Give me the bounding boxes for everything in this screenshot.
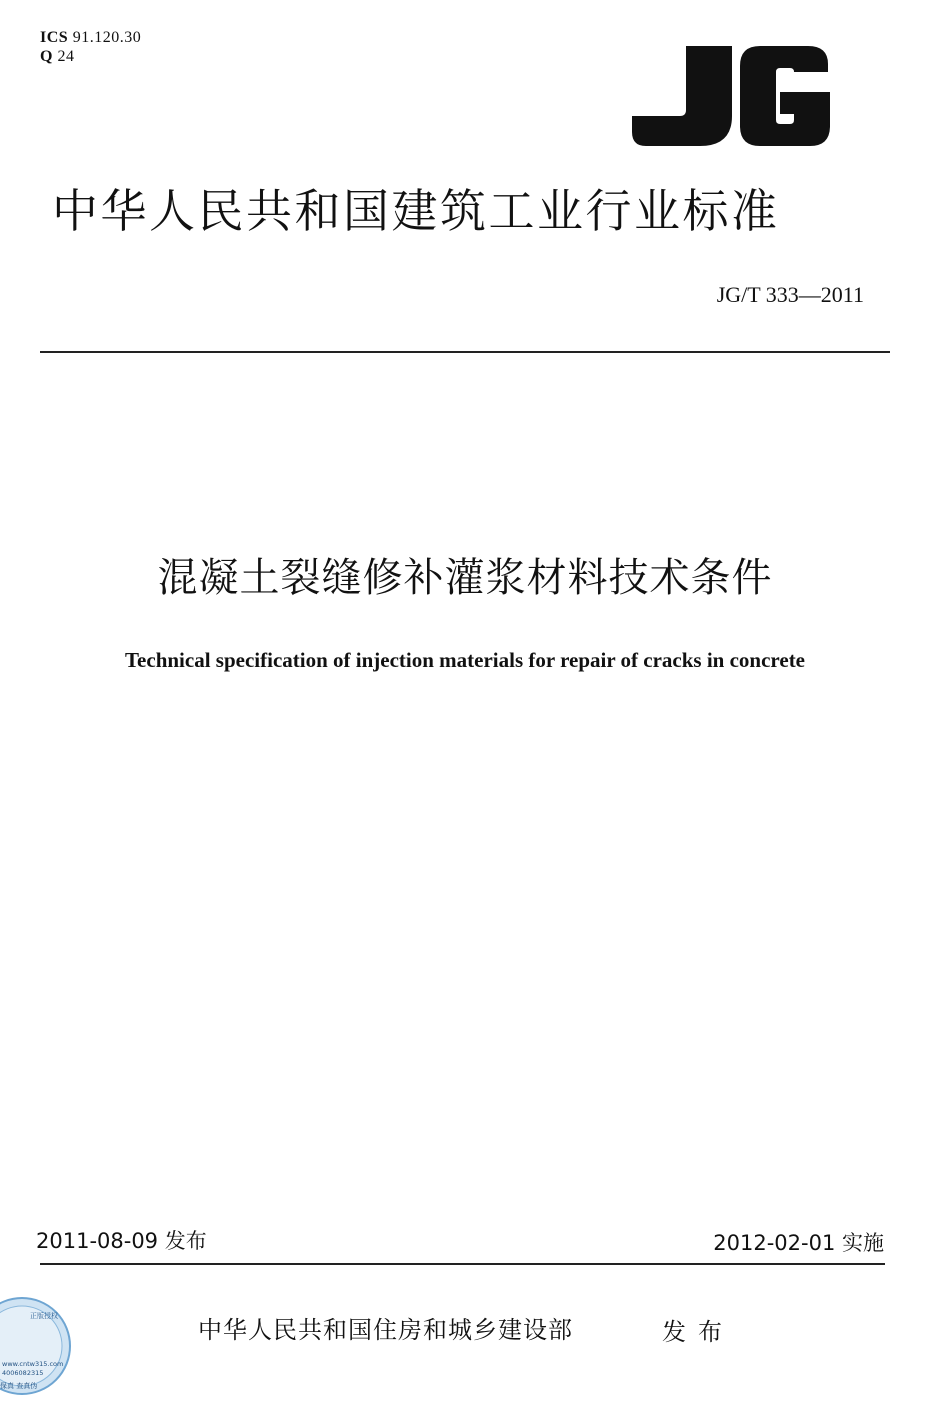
issue-date: 2011-08-09 发布 bbox=[36, 1229, 207, 1253]
stamp-line-2: www.cntw315.com bbox=[2, 1360, 64, 1368]
classification-codes bbox=[40, 28, 141, 66]
standard-category-title: 中华人民共和国建筑工业行业标准 bbox=[52, 184, 780, 238]
standard-title-cn: 混凝土裂缝修补灌浆材料技术条件 bbox=[157, 555, 773, 601]
implementation-date: 2012-02-01 实施 bbox=[713, 1231, 884, 1255]
ccs-line bbox=[40, 47, 141, 66]
authentication-stamp-seal bbox=[0, 1296, 72, 1406]
stamp-line-4: 保真 查真伪 bbox=[0, 1382, 38, 1390]
standard-title-en: Technical specification of injection materials for repair of cracks in concrete bbox=[124, 648, 806, 672]
bottom-divider bbox=[40, 1263, 885, 1265]
issue-word: 发布 bbox=[662, 1318, 734, 1346]
stamp-line-1: 正版授权 bbox=[30, 1312, 58, 1320]
jg-logo bbox=[628, 44, 833, 148]
stamp-line-3: 4006082315 bbox=[2, 1369, 44, 1377]
ccs-code: 24 bbox=[57, 48, 75, 65]
ccs-label: Q bbox=[40, 48, 53, 65]
ics-label: ICS bbox=[40, 29, 69, 46]
ics-code: 91.120.30 bbox=[72, 29, 142, 46]
standard-number: JG/T 333—2011 bbox=[716, 282, 864, 307]
ics-line bbox=[40, 28, 141, 47]
issuing-authority: 中华人民共和国住房和城乡建设部 bbox=[198, 1316, 573, 1344]
top-divider bbox=[40, 351, 890, 353]
